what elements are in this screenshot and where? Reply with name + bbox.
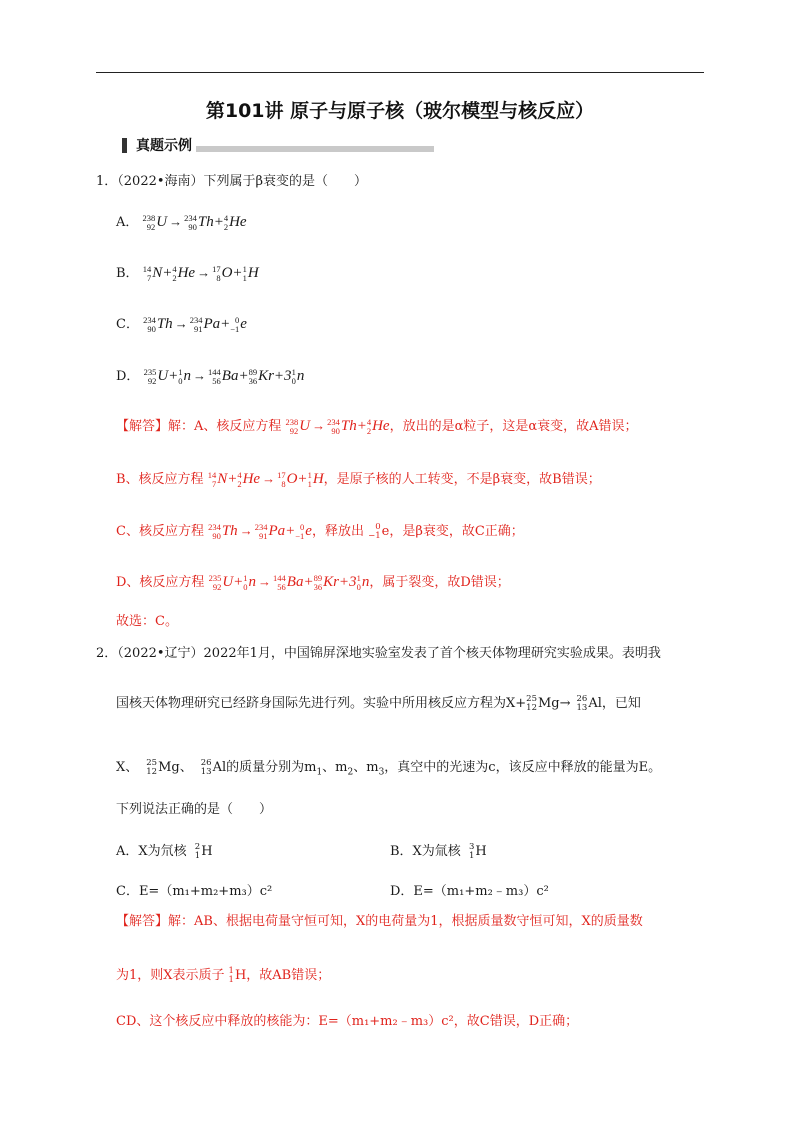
q1-option-b: B． 14 7 N+ 4 2 He → 17 8 O+ 1 1 H — [116, 263, 259, 283]
section-underline — [196, 146, 434, 152]
q1-option-a-label: A． — [116, 215, 139, 230]
q2-option-c: C．E=（m₁+m₂+m₃）c² — [116, 884, 273, 899]
q1-option-c: C． 234 90 Th → 234 91 Pa+ 0 −1 e — [116, 314, 247, 334]
q2-stem-line3: X、 25 12 Mg、 26 13 Al的质量分别为$m_1$、$m_2$、$m_3$，真空中的光速为c，该反应中释放的能量为E。 — [116, 757, 662, 778]
q2-option-d: D．E=（m₁+m₂﹣m₃）c² — [390, 884, 549, 899]
q2-stem-line1: 2．（2022•辽宁）2022年1月，中国锦屏深地实验室发表了首个核天体物理研究实验成果。表明我 — [96, 646, 661, 661]
q1-answer-b: B、核反应方程 14 7 N+ 4 2 He → 17 8 O+ 1 1 H，是原子核的人工转变，不是β衰变，故B错误； — [116, 469, 601, 489]
page-title: 第101讲 原子与原子核（玻尔模型与核反应） — [205, 100, 595, 122]
q1-choice: 故选：C。 — [116, 614, 178, 629]
q1-answer-c: C、核反应方程 234 90 Th → 234 91 Pa+ 0 −1 e，释放出 0 −1 e，是β衰变，故C正确； — [116, 521, 524, 541]
q1-answer-a: 【解答】解：A、核反应方程 238 92 U → 234 90 Th+ 4 2 He，放出的是α粒子，这是α衰变，故A错误； — [116, 416, 638, 436]
q2-stem-line2: 国核天体物理研究已经跻身国际先进行列。实验中所用核反应方程为X+ 25 12 Mg→ 26 13 Al，已知 — [116, 693, 641, 713]
q1-stem: 1．（2022•海南）下列属于β衰变的是（ ） — [96, 174, 368, 189]
section-label: 真题示例 — [136, 138, 192, 154]
q2-answer-line1: 【解答】解：AB、根据电荷量守恒可知，X的电荷量为1，根据质量数守恒可知，X的质量数 — [116, 914, 643, 929]
q2-option-a: A．X为氘核 2 1 H — [116, 841, 213, 861]
q2-answer-line2: 为1，则X表示质子 1 1 H，故AB错误； — [116, 965, 331, 985]
section-marker — [122, 138, 127, 153]
q1-option-c-label: C． — [116, 317, 139, 332]
q1-answer-d: D、核反应方程 235 92 U+ 1 0 n → 144 56 Ba+ 89 36 Kr+3 1 0 n，属于裂变，故D错误； — [116, 572, 510, 592]
q2-answer-line3: CD、这个核反应中释放的核能为：E=（m₁+m₂﹣m₃）c²，故C错误，D正确； — [116, 1014, 579, 1029]
q1-option-d-label: D． — [116, 369, 140, 384]
q1-option-d: D． 235 92 U+ 1 0 n → 144 56 Ba+ 89 36 Kr+3 1 0 n — [116, 366, 305, 386]
q1-option-b-label: B． — [116, 266, 139, 281]
q2-option-b: B．X为氚核 3 1 H — [390, 841, 487, 861]
header-rule — [96, 72, 704, 73]
q2-stem-line4: 下列说法正确的是（ ） — [116, 802, 273, 817]
q1-option-a: A． 238 92 U → 234 90 Th+ 4 2 He — [116, 212, 247, 232]
section-heading — [122, 135, 434, 155]
